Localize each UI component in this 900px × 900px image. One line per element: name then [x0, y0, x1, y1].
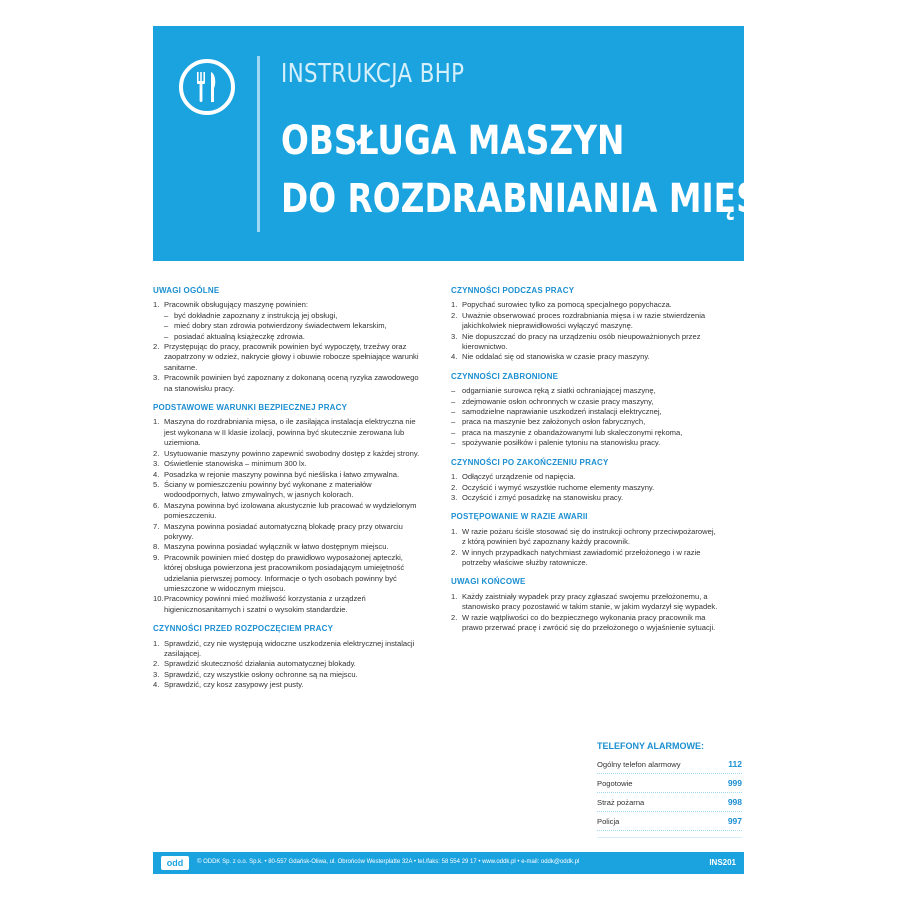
item-number: 2. [153, 659, 160, 669]
item-text: odgarnianie surowca ręką z siatki ochraniającej maszynę, [462, 386, 656, 396]
section [451, 286, 721, 363]
item-text: Sprawdzić skuteczność działania automatycznej blokady. [164, 659, 356, 669]
section [153, 403, 423, 615]
list-item [153, 639, 423, 660]
list-item [451, 548, 721, 569]
left-column [153, 286, 423, 700]
section [451, 372, 721, 449]
phone-number: 998 [727, 797, 742, 807]
section [153, 624, 423, 690]
item-text: Pracownicy powinni mieć możliwość korzystania z urządzeń higienicznosanitarnych i szatni o wysokim standardzie. [164, 594, 366, 614]
footer-contact: © ODDK Sp. z o.o. Sp.k. • 80-557 Gdańsk-Oliwa, ul. Obrońców Westerplatte 32A • tel./faks: 58 554 29 17 • www.oddk.pl • e-mail: oddk@oddk.pl [197, 859, 580, 865]
item-number: 1. [451, 300, 458, 310]
item-text: spożywanie posiłków i palenie tytoniu na stanowisku pracy. [462, 438, 661, 448]
item-number: 1. [153, 300, 160, 310]
list-item [451, 311, 721, 332]
item-number: 2. [451, 612, 458, 622]
footer-bar [153, 852, 744, 874]
item-number: 1. [153, 417, 160, 427]
section-heading: CZYNNOŚCI PRZED ROZPOCZĘCIEM PRACY [153, 624, 334, 634]
phone-label: Pogotowie [597, 778, 633, 788]
section-heading: CZYNNOŚCI PO ZAKOŃCZENIU PRACY [451, 457, 609, 467]
item-number: 2. [451, 482, 458, 492]
section-heading: UWAGI OGÓLNE [153, 286, 220, 295]
item-number: 3. [153, 459, 160, 469]
sub-bullet: – [164, 331, 169, 341]
item-text: Pracownik powinien mieć dostęp do prawidłowo wyposażonej apteczki, której obsługa powierzona jest pracownikom posiadającym umiejętność udzielania pierwszej pomocy. Informacje o tych osobach powinny być umieszczone w widocznym miejscu. [164, 552, 405, 593]
item-text: Sprawdzić, czy kosz zasypowy jest pusty. [164, 680, 304, 690]
phones-heading: TELEFONY ALARMOWE: [597, 741, 704, 751]
item-number: – [451, 417, 456, 427]
item-text: samodzielne naprawianie uszkodzeń instalacji elektrycznej, [462, 407, 662, 417]
list-item [153, 417, 423, 448]
phone-label: Straż pożarna [597, 797, 645, 807]
phone-row [597, 793, 742, 812]
list-item [451, 332, 721, 353]
item-text: Przystępując do pracy, pracownik powinien być wypoczęty, trzeźwy oraz zaopatrzony w odzież, nakrycie głowy i obuwie robocze spełniające warunki sanitarne. [164, 342, 419, 372]
list-item [451, 472, 721, 482]
item-number: 9. [153, 552, 160, 562]
list-item [153, 522, 423, 543]
phone-row [597, 774, 742, 793]
item-text: Oczyścić i zmyć posadzkę na stanowisku pracy. [462, 492, 624, 502]
list-item [451, 300, 721, 310]
item-text: Sprawdzić, czy nie występują widoczne uszkodzenia elektrycznej instalacji zasilającej. [164, 638, 415, 658]
item-text: Sprawdzić, czy wszystkie osłony ochronne są na miejscu. [164, 669, 358, 679]
item-text: Maszyna powinna posiadać automatyczną blokadę pracy przy otwarciu pokrywy. [164, 521, 403, 541]
item-number: – [451, 438, 456, 448]
item-text: Ściany w pomieszczeniu powinny być wykonane z materiałów wodoodpornych, łatwo zmywalnych, w jasnych kolorach. [164, 479, 372, 500]
document-title [281, 112, 785, 228]
list-item [451, 493, 721, 503]
item-number: 2. [153, 342, 160, 352]
item-text: praca na maszynie bez założonych osłon fabrycznych, [462, 417, 646, 427]
list-item [153, 594, 423, 615]
section-heading: UWAGI KOŃCOWE [451, 577, 526, 587]
list-item [153, 542, 423, 552]
instruction-sheet [153, 26, 786, 876]
item-number: 2. [451, 547, 458, 557]
item-number: 8. [153, 542, 160, 552]
item-text: W razie wątpliwości co do bezpiecznego wykonania pracy pracownik ma prawo przerwać pracę i zwrócić się do przełożonego o wyjaśnienie sytuacji. [462, 612, 716, 632]
section [451, 458, 721, 504]
item-number: 4. [153, 680, 160, 690]
emergency-phones [597, 741, 742, 838]
list-item [153, 449, 423, 459]
document-code: INS201 [709, 858, 736, 867]
list-item [153, 459, 423, 469]
phone-row [597, 755, 742, 774]
fork-knife-icon [179, 59, 235, 115]
section-heading: PODSTAWOWE WARUNKI BEZPIECZNEJ PRACY [153, 403, 348, 413]
item-number: 4. [451, 352, 458, 362]
sub-bullet: – [164, 310, 169, 320]
header-divider [257, 56, 260, 232]
item-text: Oczyścić i wymyć wszystkie ruchome elementy maszyny. [462, 482, 655, 492]
item-text: Pracownik obsługujący maszynę powinien: [164, 300, 308, 310]
item-number: 1. [451, 591, 458, 601]
section [451, 577, 721, 633]
item-text: Maszyna powinna być izolowana akustycznie lub pracować w wydzielonym pomieszczeniu. [164, 500, 417, 521]
item-text: Oświetlenie stanowiska – minimum 300 lx. [164, 459, 307, 469]
title-line-2: DO ROZDRABNIANIA MIĘSA [281, 176, 786, 222]
sub-item [153, 332, 423, 342]
list-item [451, 397, 721, 407]
item-number: 3. [451, 331, 458, 341]
item-number: 1. [153, 638, 160, 648]
list-item [451, 527, 721, 548]
section-heading: CZYNNOŚCI PODCZAS PRACY [451, 286, 575, 295]
list-item [153, 480, 423, 501]
phone-number: 112 [728, 759, 742, 769]
phone-row [597, 812, 742, 831]
phones-divider [597, 837, 742, 838]
list-item [153, 553, 423, 595]
list-item [153, 680, 423, 690]
phone-number: 997 [727, 816, 742, 826]
list-item [153, 659, 423, 669]
item-number: 10. [153, 594, 164, 604]
phone-label: Ogólny telefon alarmowy [597, 759, 681, 769]
item-text: Popychać surowiec tylko za pomocą specjalnego popychacza. [462, 300, 672, 310]
phones-list [597, 755, 742, 831]
item-number: 3. [153, 669, 160, 679]
sub-item [153, 311, 423, 321]
item-text: Każdy zaistniały wypadek przy pracy zgłaszać swojemu przełożonemu, a stanowisko pracy pozostawić w takim stanie, w jakim wydarzył się wypadek. [462, 591, 718, 612]
item-text: Pracownik powinien być zapoznany z dokonaną oceną ryzyka zawodowego na stanowisku pracy. [164, 373, 419, 393]
item-text: W innych przypadkach natychmiast zawiadomić przełożonego i w razie potrzeby właściwe służby ratownicze. [462, 547, 701, 567]
phone-number: 999 [727, 778, 742, 788]
item-text: zdejmowanie osłon ochronnych w czasie pracy maszyny, [462, 396, 654, 406]
item-number: 6. [153, 500, 160, 510]
sub-item [153, 321, 423, 331]
section-heading: CZYNNOŚCI ZABRONIONE [451, 371, 559, 381]
item-number: 1. [451, 526, 458, 536]
list-item [153, 300, 423, 310]
phone-label: Policja [597, 816, 620, 826]
item-text: praca na maszynie z obandażowanymi lub skaleczonymi rękoma, [462, 427, 683, 437]
item-number: – [451, 386, 456, 396]
item-text: Nie oddalać się od stanowiska w czasie pracy maszyny. [462, 352, 650, 362]
list-item [451, 428, 721, 438]
item-number: 3. [451, 492, 458, 502]
list-item [451, 407, 721, 417]
publisher-logo: odd [161, 856, 189, 870]
item-number: 2. [451, 310, 458, 320]
list-item [153, 670, 423, 680]
sub-bullet: – [164, 321, 169, 331]
item-text: Posadzka w rejonie maszyny powinna być nieśliska i łatwo zmywalna. [164, 469, 400, 479]
list-item [153, 501, 423, 522]
list-item [153, 342, 423, 373]
sub-item-text: posiadać aktualną książeczkę zdrowia. [174, 331, 305, 341]
list-item [153, 470, 423, 480]
item-text: W razie pożaru ściśle stosować się do instrukcji ochrony przeciwpożarowej, z którą powinien być zapoznany każdy pracownik. [462, 526, 716, 547]
item-text: Uważnie obserwować proces rozdrabniania mięsa i w razie stwierdzenia jakichkolwiek nieprawidłowości wyłączyć maszynę. [462, 310, 706, 331]
list-item [451, 386, 721, 396]
document-kicker: INSTRUKCJA BHP [281, 59, 465, 89]
sub-item-text: mieć dobry stan zdrowia potwierdzony świadectwem lekarskim, [174, 321, 387, 331]
list-item [451, 352, 721, 362]
item-number: – [451, 396, 456, 406]
list-item [451, 417, 721, 427]
item-text: Maszyna do rozdrabniania mięsa, o ile zasilająca instalacja elektryczna nie jest wykonana w II klasie izolacji, powinna być skutecznie zerowana lub uziemiona. [164, 417, 416, 448]
list-item [451, 592, 721, 613]
header-banner [153, 26, 786, 261]
section-heading: POSTĘPOWANIE W RAZIE AWARII [451, 512, 588, 522]
item-number: – [451, 427, 456, 437]
item-number: 5. [153, 479, 160, 489]
item-text: Maszyna powinna posiadać wyłącznik w łatwo dostępnym miejscu. [164, 542, 389, 552]
item-number: 1. [451, 472, 458, 482]
list-item [153, 373, 423, 394]
sub-item-text: być dokładnie zapoznany z instrukcją jej obsługi, [174, 310, 338, 320]
item-number: – [451, 407, 456, 417]
section [451, 512, 721, 568]
item-number: 4. [153, 469, 160, 479]
item-number: 7. [153, 521, 160, 531]
list-item [451, 613, 721, 634]
title-line-1: OBSŁUGA MASZYN [281, 118, 625, 164]
item-text: Nie dopuszczać do pracy na urządzeniu osób nieupoważnionych przez kierownictwo. [462, 331, 701, 352]
item-text: Odłączyć urządzenie od napięcia. [462, 472, 576, 482]
right-column [451, 286, 721, 642]
item-number: 3. [153, 373, 160, 383]
list-item [451, 438, 721, 448]
item-text: Usytuowanie maszyny powinno zapewnić swobodny dostęp z każdej strony. [164, 448, 420, 458]
list-item [451, 483, 721, 493]
section [153, 286, 423, 394]
item-number: 2. [153, 448, 160, 458]
